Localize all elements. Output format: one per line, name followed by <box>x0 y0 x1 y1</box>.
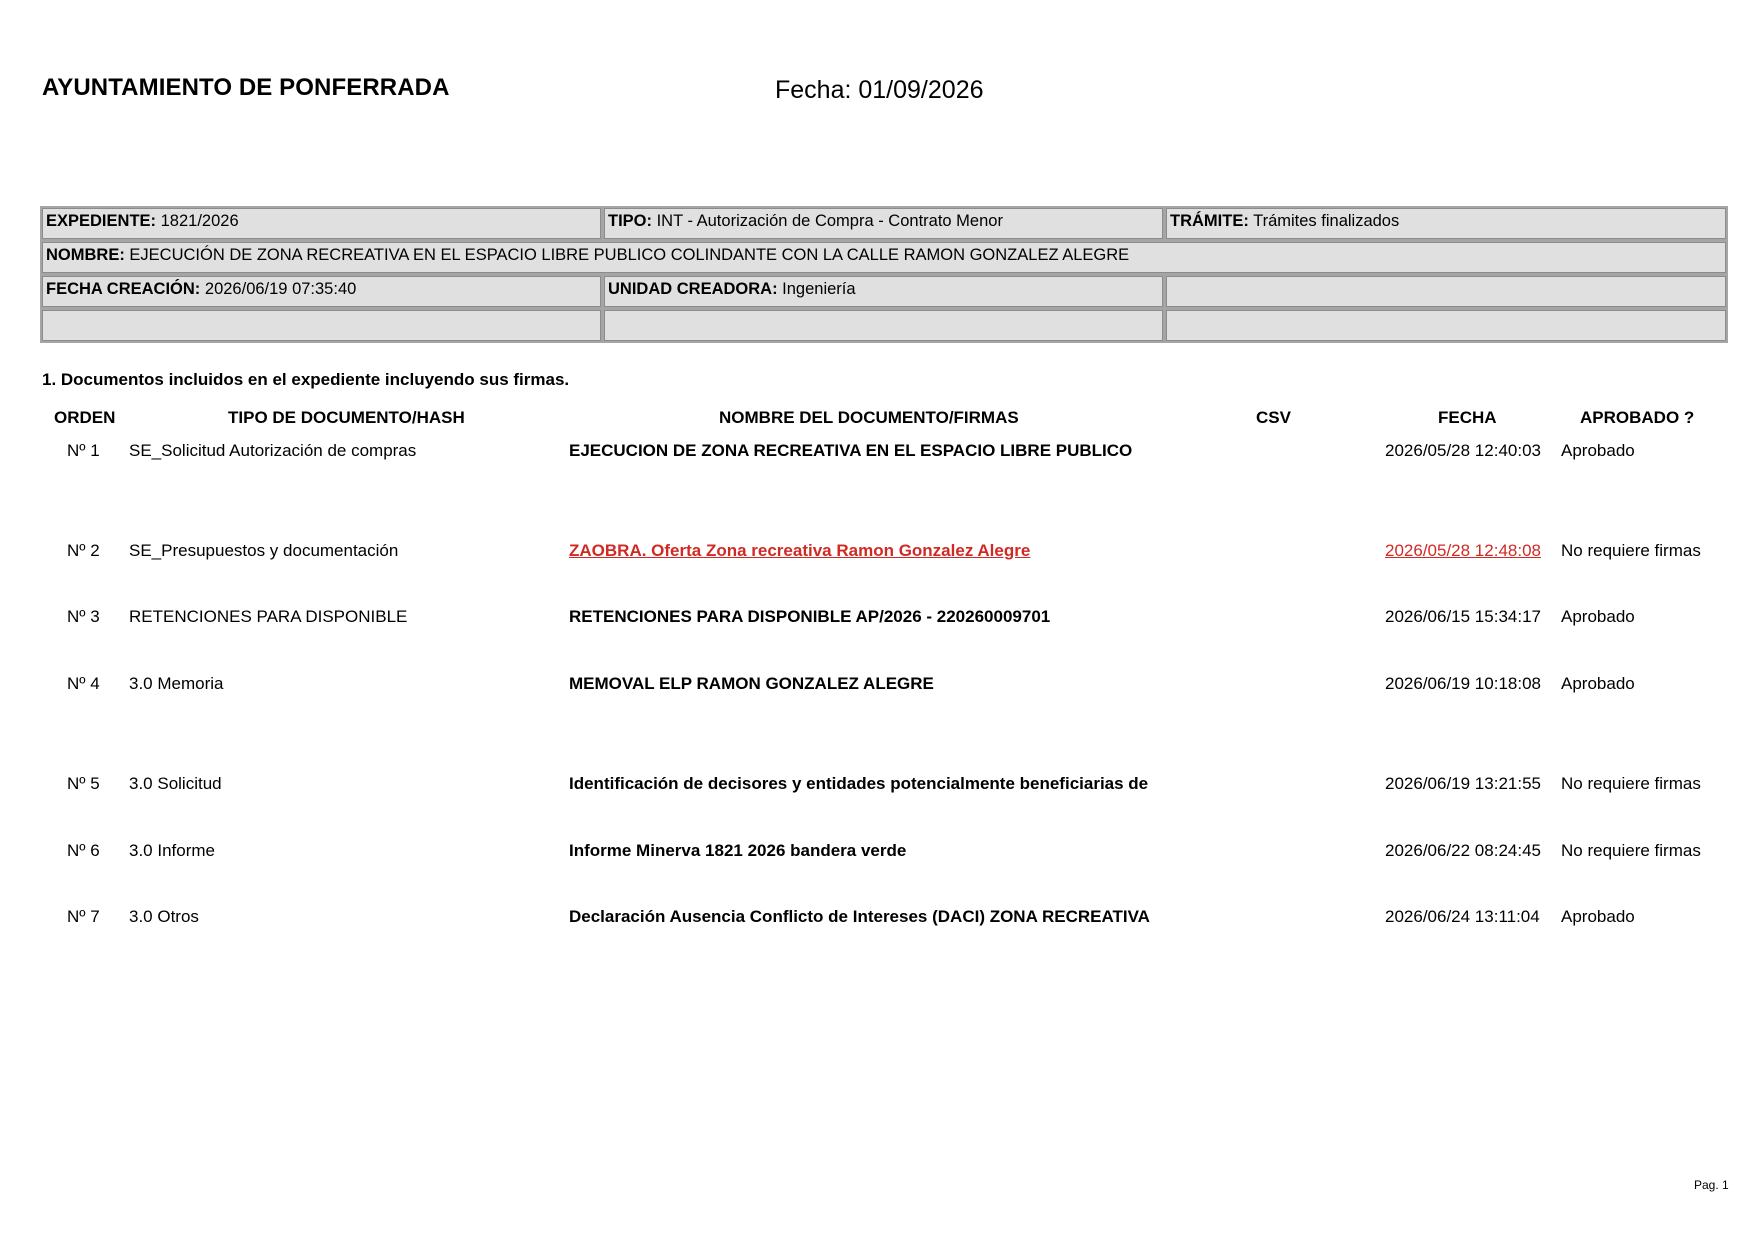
page-number: Pag. 1 <box>1694 1178 1729 1192</box>
fecha-creacion-cell <box>42 276 601 307</box>
row-aprobado: Aprobado <box>1561 607 1635 626</box>
row-nombre: Declaración Ausencia Conflicto de Intereses (DACI) ZONA RECREATIVA <box>569 907 1150 926</box>
row-aprobado: Aprobado <box>1561 674 1635 693</box>
row-nombre: EJECUCION DE ZONA RECREATIVA EN EL ESPACIO LIBRE PUBLICO <box>569 441 1133 460</box>
unidad-creadora-cell <box>604 276 1163 307</box>
row-tipo: 3.0 Otros <box>129 907 199 926</box>
row-nombre: Informe Minerva 1821 2026 bandera verde <box>569 841 907 860</box>
expediente-label: EXPEDIENTE: <box>46 212 157 230</box>
document-row <box>0 541 1755 569</box>
unidad-creadora-value: Ingeniería <box>782 280 856 298</box>
unidad-creadora-label: UNIDAD CREADORA: <box>608 280 778 298</box>
row-orden: Nº 1 <box>67 441 100 460</box>
row-orden: Nº 4 <box>67 674 100 693</box>
tramite-label: TRÁMITE: <box>1170 212 1249 230</box>
document-date: Fecha: 01/09/2026 <box>775 76 984 104</box>
nombre-label: NOMBRE: <box>46 246 125 264</box>
tipo-label: TIPO: <box>608 212 652 230</box>
row-aprobado: No requiere firmas <box>1561 774 1701 793</box>
row-fecha: 2026/05/28 12:40:03 <box>1385 441 1541 460</box>
column-header-aprobado: APROBADO ? <box>1580 408 1695 427</box>
nombre-value: EJECUCIÓN DE ZONA RECREATIVA EN EL ESPACIO LIBRE PUBLICO COLINDANTE CON LA CALLE RAMON GONZALEZ ALEGRE <box>129 246 1130 264</box>
document-row <box>0 674 1755 702</box>
row-nombre: MEMOVAL ELP RAMON GONZALEZ ALEGRE <box>569 674 934 693</box>
row-tipo: 3.0 Memoria <box>129 674 224 693</box>
column-header-tipo: TIPO DE DOCUMENTO/HASH <box>228 408 465 427</box>
row-fecha: 2026/06/19 13:21:55 <box>1385 774 1541 793</box>
page-title: AYUNTAMIENTO DE PONFERRADA <box>42 74 450 101</box>
expediente-value: 1821/2026 <box>160 212 239 230</box>
row-orden: Nº 7 <box>67 907 100 926</box>
row-nombre: RETENCIONES PARA DISPONIBLE AP/2026 - 220260009701 <box>569 607 1051 626</box>
empty-cell <box>42 310 601 341</box>
expediente-info-table <box>40 206 1728 343</box>
row-orden: Nº 6 <box>67 841 100 860</box>
row-aprobado: No requiere firmas <box>1561 841 1701 860</box>
row-fecha: 2026/06/24 13:11:04 <box>1385 907 1540 926</box>
row-tipo: RETENCIONES PARA DISPONIBLE <box>129 607 408 626</box>
row-tipo: 3.0 Solicitud <box>129 774 222 793</box>
tramite-cell <box>1166 208 1726 239</box>
document-row <box>0 441 1755 469</box>
row-aprobado: Aprobado <box>1561 907 1635 926</box>
row-orden: Nº 5 <box>67 774 100 793</box>
row-orden: Nº 3 <box>67 607 100 626</box>
nombre-cell <box>42 242 1726 273</box>
tipo-cell <box>604 208 1163 239</box>
document-link[interactable]: ZAOBRA. Oferta Zona recreativa Ramon Gonzalez Alegre <box>569 541 1031 560</box>
document-row <box>0 841 1755 869</box>
document-row <box>0 774 1755 802</box>
row-tipo: SE_Solicitud Autorización de compras <box>129 441 417 460</box>
tipo-value: INT - Autorización de Compra - Contrato Menor <box>656 212 1003 230</box>
empty-cell <box>1166 276 1726 307</box>
column-header-csv: CSV <box>1256 408 1291 427</box>
document-date-link[interactable]: 2026/05/28 12:48:08 <box>1385 541 1541 560</box>
row-tipo: SE_Presupuestos y documentación <box>129 541 399 560</box>
column-header-orden: ORDEN <box>54 408 116 427</box>
row-fecha: 2026/06/15 15:34:17 <box>1385 607 1541 626</box>
row-fecha: 2026/06/19 10:18:08 <box>1385 674 1541 693</box>
document-row <box>0 607 1755 635</box>
expediente-cell <box>42 208 601 239</box>
fecha-creacion-label: FECHA CREACIÓN: <box>46 280 201 298</box>
row-orden: Nº 2 <box>67 541 100 560</box>
row-aprobado: No requiere firmas <box>1561 541 1701 560</box>
empty-cell <box>1166 310 1726 341</box>
column-header-fecha: FECHA <box>1438 408 1497 427</box>
row-aprobado: Aprobado <box>1561 441 1635 460</box>
empty-cell <box>604 310 1163 341</box>
document-row <box>0 907 1755 935</box>
fecha-creacion-value: 2026/06/19 07:35:40 <box>204 280 357 298</box>
row-nombre: Identificación de decisores y entidades potencialmente beneficiarias de <box>569 774 1149 793</box>
column-header-nombre: NOMBRE DEL DOCUMENTO/FIRMAS <box>719 408 1019 427</box>
row-fecha: 2026/06/22 08:24:45 <box>1385 841 1541 860</box>
row-tipo: 3.0 Informe <box>129 841 215 860</box>
section-title: 1. Documentos incluidos en el expediente incluyendo sus firmas. <box>42 370 570 389</box>
tramite-value: Trámites finalizados <box>1253 212 1400 230</box>
